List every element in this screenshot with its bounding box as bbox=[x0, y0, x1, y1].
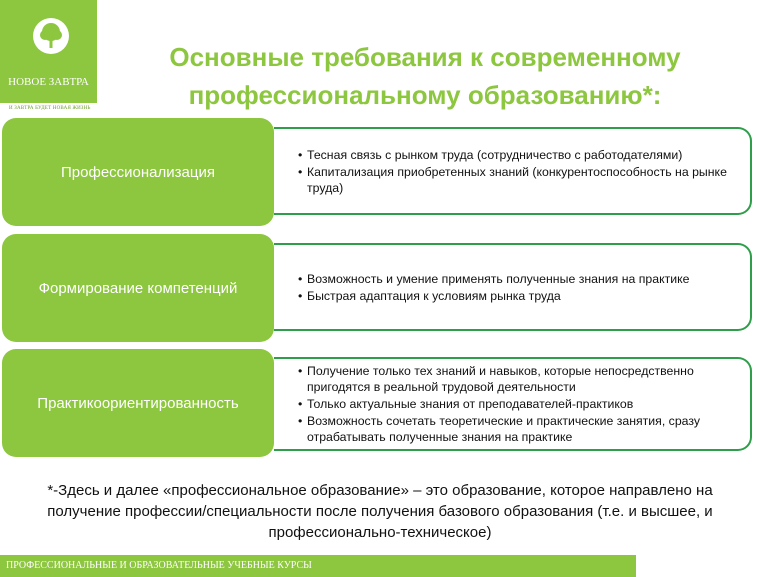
footnote: *-Здесь и далее «профессиональное образование» – это образование, которое направлено на получение профессии/специальности после получения базового образования (т.е. и высшее, и профессионально-техническое) bbox=[47, 482, 713, 541]
title-line-2: профессиональному образованию*: bbox=[188, 80, 662, 110]
requirement-label-3: Практикоориентированность bbox=[2, 349, 274, 457]
requirement-description-3 bbox=[274, 357, 752, 451]
requirement-1-point-1: • Тесная связь с рынком труда (сотрудничество с работодателями) bbox=[298, 147, 740, 163]
requirement-1-point-2: • Капитализация приобретенных знаний (конкурентоспособность на рынке труда) bbox=[298, 164, 740, 196]
requirement-label-1: Профессионализация bbox=[2, 118, 274, 226]
logo-name: НОВОЕ ЗАВТРА bbox=[8, 76, 89, 88]
page-title bbox=[110, 38, 740, 114]
requirement-3-point-1: • Получение только тех знаний и навыков, которые непосредственно пригодятся в реальной трудовой деятельности bbox=[298, 363, 740, 395]
requirement-2-point-2: • Быстрая адаптация к условиям рынка труда bbox=[298, 288, 740, 304]
logo bbox=[0, 0, 97, 103]
requirement-description-2 bbox=[274, 243, 752, 331]
logo-tagline: И ЗАВТРА БУДЕТ НОВАЯ ЖИЗНЬ bbox=[9, 106, 91, 111]
requirement-2-point-1: • Возможность и умение применять полученные знания на практике bbox=[298, 271, 740, 287]
requirement-description-1 bbox=[274, 127, 752, 215]
footer-text: ПРОФЕССИОНАЛЬНЫЕ И ОБРАЗОВАТЕЛЬНЫЕ УЧЕБНЫЕ КУРСЫ bbox=[6, 560, 312, 571]
requirement-label-2: Формирование компетенций bbox=[2, 234, 274, 342]
footer-bar bbox=[0, 555, 636, 577]
requirement-3-point-2: • Только актуальные знания от преподавателей-практиков bbox=[298, 396, 740, 412]
title-line-1: Основные требования к современному bbox=[169, 42, 681, 72]
requirement-3-point-3: • Возможность сочетать теоретические и практические занятия, сразу отрабатывать полученные знания на практике bbox=[298, 413, 740, 445]
tree-icon bbox=[33, 18, 69, 54]
